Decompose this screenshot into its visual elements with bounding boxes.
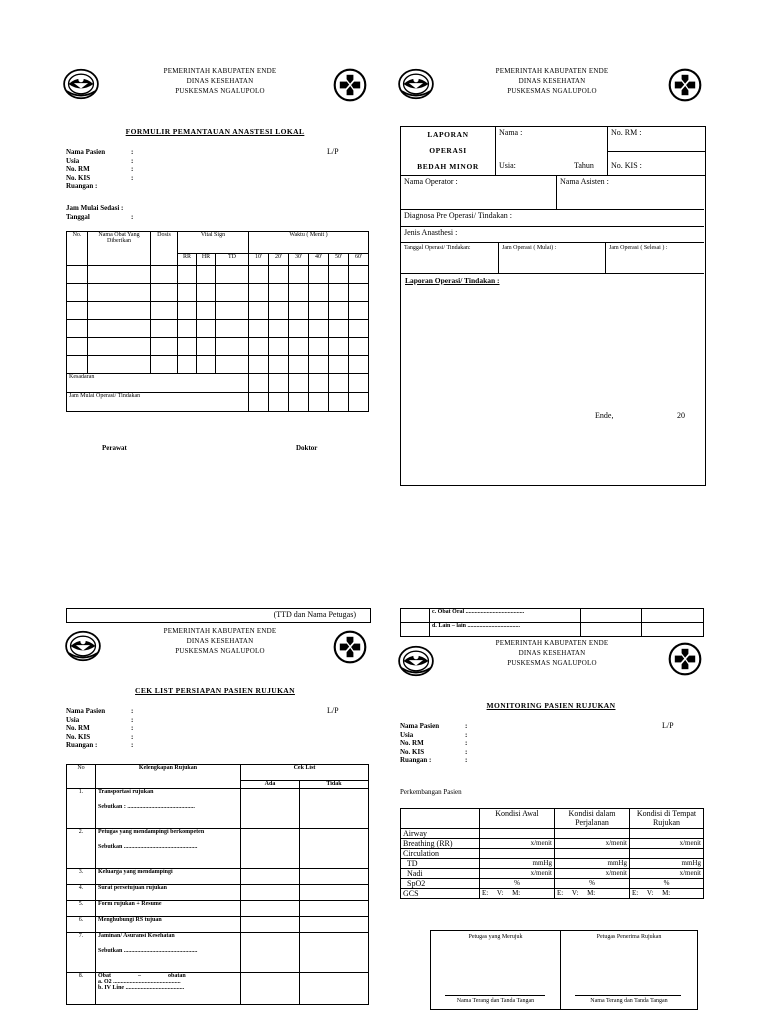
waktu-row bbox=[401, 243, 704, 274]
label-kis: No. KIS bbox=[66, 732, 91, 741]
colon: : bbox=[131, 213, 134, 221]
operator-row bbox=[401, 176, 704, 210]
obat-oral-label: c. Obat Oral ....................................... bbox=[430, 609, 581, 623]
monitoring-table bbox=[66, 231, 369, 412]
table-row bbox=[401, 839, 704, 849]
header-line1: PEMERINTAH KABUPATEN ENDE bbox=[495, 67, 609, 75]
col-minute: 10' bbox=[249, 254, 269, 266]
label-usia: Usia bbox=[400, 730, 414, 739]
col-hr: HR bbox=[197, 254, 216, 266]
col-minute: 40' bbox=[309, 254, 329, 266]
row-no: 6. bbox=[67, 917, 96, 933]
row-no: 8. bbox=[67, 973, 96, 1005]
header-line3: PUSKESMAS NGALUPOLO bbox=[175, 87, 265, 95]
row-value: E: V: M: bbox=[555, 889, 630, 899]
medical-cross-logo-icon bbox=[333, 630, 367, 664]
row-no: 5. bbox=[67, 901, 96, 917]
seal-logo-icon bbox=[398, 68, 434, 100]
table-row bbox=[67, 933, 369, 973]
medical-cross-logo-icon bbox=[668, 68, 702, 102]
table-row bbox=[67, 869, 369, 885]
header-line3: PUSKESMAS NGALUPOLO bbox=[507, 659, 597, 667]
sex-label: L/P bbox=[327, 147, 339, 156]
row-value: mmHg bbox=[555, 859, 630, 869]
colon: : bbox=[465, 739, 468, 747]
row-value: mmHg bbox=[630, 859, 704, 869]
row-value: x/menit bbox=[555, 869, 630, 879]
table-row bbox=[67, 284, 369, 302]
col-tempat: Kondisi di Tempat Rujukan bbox=[630, 809, 704, 829]
row-label: SpO2 bbox=[401, 879, 480, 889]
no-kis-label: No. KIS : bbox=[611, 161, 642, 170]
dokter-label: Doktor bbox=[296, 444, 318, 452]
kesadaran-label: Kesadaran bbox=[67, 374, 249, 393]
nama-label: Nama : bbox=[499, 128, 523, 137]
jam-selesai-label: Jam Operasi ( Selesai ) : bbox=[609, 245, 668, 251]
patient-labels bbox=[400, 722, 439, 765]
row-label: GCS bbox=[401, 889, 480, 899]
col-vital: Vital Sign bbox=[178, 232, 249, 254]
seal-logo-icon bbox=[398, 645, 434, 677]
row-text: Keluarga yang mendampingi bbox=[96, 869, 241, 885]
col-no: No bbox=[67, 765, 96, 789]
table-row bbox=[67, 917, 369, 933]
label-ruangan: Ruangan : bbox=[66, 741, 98, 749]
header-line1: PEMERINTAH KABUPATEN ENDE bbox=[495, 639, 609, 647]
col-nama-obat: Nama Obat Yang Diberikan bbox=[88, 232, 151, 266]
header-line1: PEMERINTAH KABUPATEN ENDE bbox=[163, 627, 277, 635]
lain-label: d. Lain – lain ................................... bbox=[430, 623, 581, 637]
row-no: 7. bbox=[67, 933, 96, 973]
colon: : bbox=[131, 715, 134, 724]
header-line1: PEMERINTAH KABUPATEN ENDE bbox=[163, 67, 277, 75]
row-text: Menghubungi RS tujuan bbox=[96, 917, 241, 933]
table-row bbox=[67, 266, 369, 284]
label-ruangan: Ruangan : bbox=[400, 756, 432, 764]
jam-sedasi: Jam Mulai Sedasi : bbox=[66, 204, 124, 212]
row-text: Form rujukan + Resume bbox=[96, 901, 241, 917]
table-row bbox=[67, 885, 369, 901]
row-label: Nadi bbox=[401, 869, 480, 879]
header-line2: DINAS KESEHATAN bbox=[518, 77, 586, 85]
row-value: x/menit bbox=[630, 869, 704, 879]
sex-label: L/P bbox=[662, 721, 674, 730]
label-rm: No. RM bbox=[400, 739, 424, 747]
row-value: % bbox=[480, 879, 555, 889]
row-text: Obat – obatan bbox=[98, 973, 186, 979]
row-text: Transportasi rujukan bbox=[98, 789, 154, 795]
colon: : bbox=[131, 148, 134, 156]
label-nama: Nama Pasien bbox=[66, 707, 106, 715]
nama-usia-cell bbox=[496, 127, 608, 176]
form-title: CEK LIST PERSIAPAN PASIEN RUJUKAN bbox=[135, 686, 295, 695]
colon: : bbox=[131, 741, 134, 749]
row-sub: Sebutkan ................................................. bbox=[98, 844, 198, 850]
medical-cross-logo-icon bbox=[668, 642, 702, 676]
jam-operasi-row bbox=[67, 393, 369, 412]
table-row bbox=[401, 879, 704, 889]
col-rr: RR bbox=[178, 254, 197, 266]
label-usia: Usia bbox=[66, 156, 80, 165]
ende-label: Ende, bbox=[595, 411, 614, 420]
label-nama: Nama Pasien bbox=[66, 148, 106, 156]
table-row bbox=[401, 889, 704, 899]
table-row bbox=[67, 901, 369, 917]
colon: : bbox=[131, 707, 134, 715]
colon: : bbox=[131, 165, 134, 173]
ttd-label: (TTD dan Nama Petugas) bbox=[273, 610, 356, 619]
row-sub-b: b. IV Line ....................................... bbox=[98, 985, 185, 991]
kondisi-table bbox=[400, 808, 704, 899]
laporan-line1: LAPORAN bbox=[427, 130, 469, 139]
table-row bbox=[401, 849, 704, 859]
header bbox=[452, 66, 652, 96]
label-kis: No. KIS bbox=[66, 173, 91, 182]
row-sub-a: a. O2 ............................................. bbox=[98, 979, 181, 985]
header-line3: PUSKESMAS NGALUPOLO bbox=[175, 647, 265, 655]
row-label: TD bbox=[401, 859, 480, 869]
table-row bbox=[67, 320, 369, 338]
row-no: 2. bbox=[67, 829, 96, 869]
row-label: Circulation bbox=[401, 849, 480, 859]
no-rm-label: No. RM : bbox=[611, 128, 642, 137]
patient-labels bbox=[66, 707, 105, 750]
jenis-label: Jenis Anasthesi : bbox=[404, 228, 458, 237]
operator-label: Nama Operator : bbox=[404, 177, 458, 186]
medical-cross-logo-icon bbox=[333, 68, 367, 102]
col-minute: 50' bbox=[329, 254, 349, 266]
table-row bbox=[401, 859, 704, 869]
header bbox=[120, 626, 320, 656]
sex-label: L/P bbox=[327, 706, 339, 715]
col-kelengkapan: Kelengkapan Rujukan bbox=[96, 765, 241, 789]
row-sub: Sebutkan : ............................................. bbox=[98, 804, 195, 810]
col-ceklist: Cek List bbox=[241, 765, 369, 781]
jam-mulai-label: Jam Operasi ( Mulai) : bbox=[502, 245, 557, 251]
colon: : bbox=[465, 756, 468, 764]
colon: : bbox=[465, 747, 468, 756]
signature-caption: Nama Terang dan Tanda Tangan bbox=[456, 998, 535, 1004]
ceklist-table bbox=[66, 764, 369, 1005]
label-kis: No. KIS bbox=[400, 747, 425, 756]
col-tidak: Tidak bbox=[300, 781, 369, 789]
perkembangan-label: Perkembangan Pasien bbox=[400, 788, 462, 796]
col-perjalanan: Kondisi dalam Perjalanan bbox=[555, 809, 630, 829]
header-line2: DINAS KESEHATAN bbox=[186, 637, 254, 645]
table-row bbox=[67, 338, 369, 356]
colon: : bbox=[465, 722, 468, 730]
header-line2: DINAS KESEHATAN bbox=[518, 649, 586, 657]
jam-operasi-label: Jam Mulai Operasi/ Tindakan bbox=[67, 393, 249, 412]
laporan-line3: BEDAH MINOR bbox=[417, 162, 479, 171]
table-row bbox=[67, 356, 369, 374]
row-text: Surat persetujuan rujukan bbox=[96, 885, 241, 901]
table-row bbox=[401, 869, 704, 879]
col-ada: Ada bbox=[241, 781, 300, 789]
patient-colons bbox=[131, 148, 133, 182]
perawat-label: Perawat bbox=[102, 444, 127, 452]
penerima-label: Petugas Penerima Rujukan bbox=[596, 934, 662, 940]
laporan-line2: OPERASI bbox=[429, 146, 467, 155]
row-value: % bbox=[555, 879, 630, 889]
header bbox=[120, 66, 320, 96]
row-value: x/menit bbox=[480, 869, 555, 879]
row-label: Airway bbox=[401, 829, 480, 839]
diagnosa-row bbox=[401, 210, 704, 227]
row-text: Petugas yang mendampingi berkompeten bbox=[98, 829, 205, 835]
tahun-label: Tahun bbox=[574, 161, 594, 170]
row-no: 3. bbox=[67, 869, 96, 885]
colon: : bbox=[131, 173, 134, 182]
signature-box bbox=[430, 930, 698, 1010]
col-no: No. bbox=[67, 232, 88, 266]
jenis-row bbox=[401, 227, 704, 243]
asisten-label: Nama Asisten : bbox=[560, 177, 609, 186]
table-row bbox=[67, 789, 369, 829]
row-no: 1. bbox=[67, 789, 96, 829]
label-usia: Usia bbox=[66, 715, 80, 724]
ttd-box bbox=[66, 608, 371, 623]
laporan-operasi-box bbox=[400, 126, 706, 486]
row-value: E: V: M: bbox=[480, 889, 555, 899]
kesadaran-row bbox=[67, 374, 369, 393]
table-row bbox=[67, 829, 369, 869]
usia-label: Usia: bbox=[499, 161, 516, 170]
row-value: x/menit bbox=[630, 839, 704, 849]
form-title: FORMULIR PEMANTAUAN ANASTESI LOKAL bbox=[125, 127, 305, 136]
row-label: Breathing (RR) bbox=[401, 839, 480, 849]
row-sub: Sebutkan ................................................. bbox=[98, 948, 198, 954]
year-label: 20 bbox=[677, 411, 685, 420]
col-awal: Kondisi Awal bbox=[480, 809, 555, 829]
row-value: x/menit bbox=[555, 839, 630, 849]
patient-colons bbox=[465, 722, 467, 765]
signature-caption: Nama Terang dan Tanda Tangan bbox=[590, 998, 668, 1004]
diagnosa-label: Diagnosa Pre Operasi/ Tindakan : bbox=[404, 211, 512, 220]
row-value: % bbox=[630, 879, 704, 889]
row-value: E: V: M: bbox=[630, 889, 704, 899]
label-rm: No. RM bbox=[66, 724, 90, 732]
laporan-title bbox=[401, 127, 496, 176]
colon: : bbox=[131, 156, 134, 165]
col-minute: 60' bbox=[349, 254, 369, 266]
row-value: x/menit bbox=[480, 839, 555, 849]
header-line2: DINAS KESEHATAN bbox=[186, 77, 254, 85]
colon: : bbox=[131, 732, 134, 741]
merujuk-label: Petugas yang Merujuk bbox=[468, 934, 523, 940]
header-line3: PUSKESMAS NGALUPOLO bbox=[507, 87, 597, 95]
form-title: MONITORING PASIEN RUJUKAN bbox=[486, 701, 616, 710]
seal-logo-icon bbox=[65, 630, 101, 662]
col-dosis: Dosis bbox=[151, 232, 178, 266]
tanggal-label: Tanggal bbox=[66, 213, 90, 221]
seal-logo-icon bbox=[63, 68, 99, 100]
table-row bbox=[67, 973, 369, 1005]
colon: : bbox=[131, 724, 134, 732]
row-text: Jaminan/ Asuransi Kesehatan bbox=[98, 933, 175, 939]
rm-kis-cell bbox=[608, 127, 705, 176]
row-no: 4. bbox=[67, 885, 96, 901]
patient-colons bbox=[131, 707, 133, 750]
col-waktu: Waktu ( Menit ) bbox=[249, 232, 369, 254]
row-value: mmHg bbox=[480, 859, 555, 869]
patient-labels bbox=[66, 148, 105, 191]
table-row bbox=[67, 302, 369, 320]
table-row bbox=[401, 829, 704, 839]
col-minute: 30' bbox=[289, 254, 309, 266]
obat-continuation-table bbox=[400, 608, 704, 637]
colon: : bbox=[465, 730, 468, 739]
label-nama: Nama Pasien bbox=[400, 722, 440, 730]
tanggal-op-label: Tanggal Operasi/ Tindakan: bbox=[404, 245, 471, 251]
header bbox=[452, 638, 652, 668]
col-minute: 20' bbox=[269, 254, 289, 266]
laporan-op-label: Laporan Operasi/ Tindakan : bbox=[405, 276, 500, 285]
col-td: TD bbox=[216, 254, 249, 266]
label-ruangan: Ruangan : bbox=[66, 182, 98, 190]
label-rm: No. RM bbox=[66, 165, 90, 173]
